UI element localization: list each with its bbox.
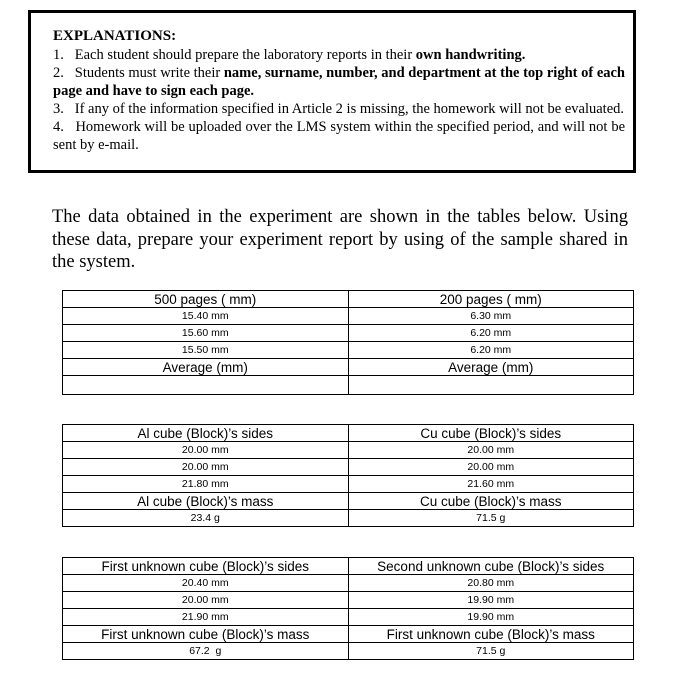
table-cell: 15.40 mm: [63, 308, 349, 325]
table-row: [63, 476, 634, 493]
table-cell: 19.90 mm: [348, 592, 634, 609]
table-cell: 20.00 mm: [63, 442, 349, 459]
table-header: Al cube (Block)’s sides: [63, 425, 349, 442]
mass-label: First unknown cube (Block)’s mass: [348, 626, 634, 643]
mass-label: Al cube (Block)’s mass: [63, 493, 349, 510]
table-header: Second unknown cube (Block)’s sides: [348, 558, 634, 575]
item-text: Each student should prepare the laboratory reports in their: [74, 47, 416, 63]
table-cell: 20.40 mm: [63, 575, 349, 592]
mass-value: 67.2 g: [63, 643, 349, 660]
table-cell: 15.50 mm: [63, 342, 349, 359]
item-number: 3.: [53, 101, 64, 117]
table-header: 200 pages ( mm): [348, 291, 634, 308]
average-value-cell-empty: [348, 376, 634, 395]
table-row: [63, 592, 634, 609]
item-text: If any of the information specified in Article 2 is missing, the homework will not be evaluated.: [74, 101, 625, 117]
table-header: 500 pages ( mm): [63, 291, 349, 308]
explanations-title: EXPLANATIONS:: [53, 28, 177, 44]
mass-value: 23.4 g: [63, 510, 349, 527]
pages-thickness-table: [62, 290, 634, 395]
table-cell: 21.80 mm: [63, 476, 349, 493]
average-label: Average (mm): [348, 359, 634, 376]
item-bold-text: name, surname, number, and department at the top right of each page and have to sign each page.: [53, 65, 626, 99]
intro-paragraph: The data obtained in the experiment are shown in the tables below. Using these data, prepare your experiment report by using of the sample shared in the system.: [52, 207, 628, 272]
mass-label: First unknown cube (Block)’s mass: [63, 626, 349, 643]
item-number: 2.: [53, 65, 64, 81]
table-cell: 15.60 mm: [63, 325, 349, 342]
table-cell: 6.30 mm: [348, 308, 634, 325]
item-text: Students must write their: [74, 65, 224, 81]
table-cell: 21.60 mm: [348, 476, 634, 493]
explanation-item-2: [53, 64, 625, 100]
table-row: [63, 609, 634, 626]
table-cell: 20.00 mm: [63, 592, 349, 609]
metal-cubes-table: [62, 424, 634, 527]
table-row: [63, 308, 634, 325]
table-cell: 20.00 mm: [348, 459, 634, 476]
explanation-item-1: [53, 46, 625, 64]
table-cell: 20.80 mm: [348, 575, 634, 592]
average-value-cell-empty: [63, 376, 349, 395]
table-row: [63, 342, 634, 359]
unknown-cubes-table: [62, 557, 634, 660]
table-cell: 19.90 mm: [348, 609, 634, 626]
table-cell: 6.20 mm: [348, 342, 634, 359]
item-number: 1.: [53, 47, 64, 63]
table-cell: 21.90 mm: [63, 609, 349, 626]
explanation-item-3: [53, 100, 625, 118]
table-cell: 20.00 mm: [63, 459, 349, 476]
mass-value: 71.5 g: [348, 643, 634, 660]
table-row: [63, 575, 634, 592]
average-value-row: [63, 376, 634, 395]
table-header: First unknown cube (Block)’s sides: [63, 558, 349, 575]
table-cell: 20.00 mm: [348, 442, 634, 459]
table-row: [63, 325, 634, 342]
table-cell: 6.20 mm: [348, 325, 634, 342]
average-label: Average (mm): [63, 359, 349, 376]
item-text: Homework will be uploaded over the LMS system within the specified period, and will not be sent by e-mail.: [53, 119, 626, 153]
explanations-box: [28, 10, 636, 173]
table-row: [63, 459, 634, 476]
mass-label: Cu cube (Block)’s mass: [348, 493, 634, 510]
explanation-item-4: [53, 118, 625, 154]
item-number: 4.: [53, 119, 64, 135]
mass-value: 71.5 g: [348, 510, 634, 527]
table-row: [63, 442, 634, 459]
table-row: [63, 643, 634, 660]
item-bold-text: own handwriting.: [415, 47, 526, 63]
table-header: Cu cube (Block)’s sides: [348, 425, 634, 442]
table-row: [63, 510, 634, 527]
